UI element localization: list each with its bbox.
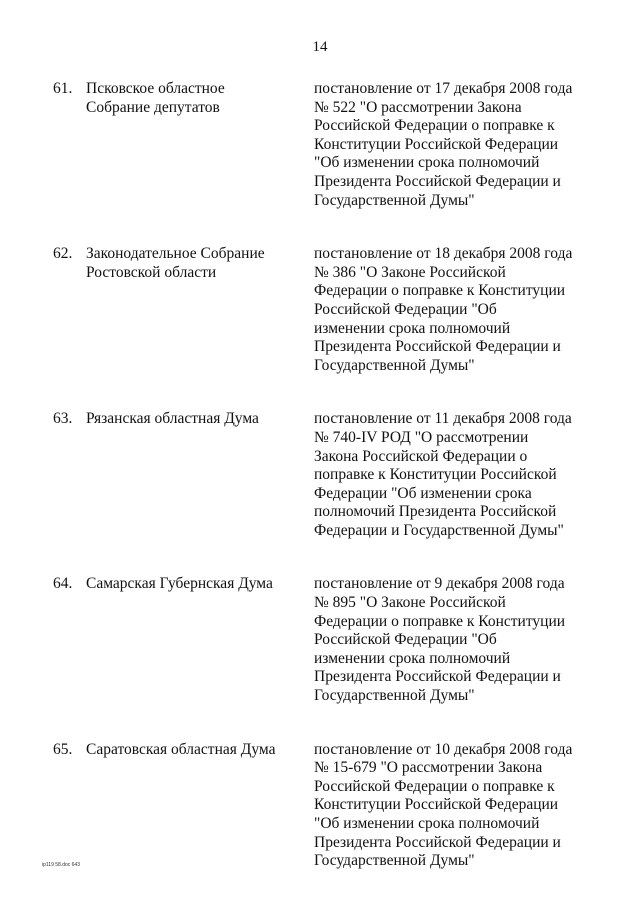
- organization-line: Рязанская областная Дума: [86, 410, 259, 428]
- decree-line: постановление от 11 декабря 2008 года: [314, 410, 572, 428]
- organization-name: [86, 741, 314, 760]
- entry-number: 61.: [53, 80, 73, 97]
- decree-line: изменении срока полномочий: [314, 319, 511, 337]
- decree-line: Президента Российской Федерации и: [314, 338, 561, 356]
- organization-name: [86, 80, 314, 117]
- entry-number: 62.: [53, 245, 73, 263]
- decree-line: Федерации о поправке к Конституции: [314, 612, 566, 630]
- decree-line: поправке к Конституции Российской: [314, 466, 557, 484]
- decree-text: [314, 741, 576, 871]
- entries-list: [53, 80, 613, 871]
- organization-line: Псковское областное: [86, 80, 225, 97]
- decree-line: Российской Федерации о поправке к: [314, 777, 555, 795]
- decree-line: постановление от 10 декабря 2008 года: [314, 740, 573, 758]
- decree-line: "Об изменении срока полномочий: [314, 815, 540, 832]
- decree-line: постановление от 9 декабря 2008 года: [314, 575, 565, 593]
- decree-line: Российской Федерации "Об: [314, 631, 497, 649]
- decree-line: Президента Российской Федерации и: [314, 172, 561, 190]
- decree-line: № 522 "О рассмотрении Закона: [314, 98, 522, 116]
- decree-line: Федерации "Об изменении срока: [314, 484, 532, 502]
- organization-line: Законодательное Собрание: [86, 245, 265, 263]
- document-footer-code: ip119 58.doc 643: [42, 862, 80, 868]
- organization-line: Ростовской области: [86, 263, 217, 281]
- organization-name: [86, 575, 314, 594]
- decree-text: [314, 245, 576, 375]
- decree-line: № 895 "О Законе Российской: [314, 594, 506, 612]
- decree-line: изменении срока полномочий: [314, 649, 511, 667]
- entry-number: 64.: [53, 575, 73, 593]
- decree-line: Конституции Российской Федерации: [314, 796, 559, 814]
- list-item: [53, 80, 613, 210]
- decree-line: Государственной Думы": [314, 191, 475, 209]
- list-item: [53, 245, 613, 375]
- decree-line: "Об изменении срока полномочий: [314, 154, 540, 172]
- decree-line: постановление от 17 декабря 2008 года: [314, 80, 573, 97]
- entry-number: 65.: [53, 740, 73, 758]
- organization-line: Самарская Губернская Дума: [86, 575, 273, 593]
- decree-line: Президента Российской Федерации и: [314, 833, 561, 851]
- organization-name: [86, 410, 314, 429]
- decree-line: постановление от 18 декабря 2008 года: [314, 245, 573, 263]
- list-item: [53, 410, 613, 540]
- list-item: [53, 741, 613, 871]
- decree-line: Федерации о поправке к Конституции: [314, 282, 566, 300]
- organization-line: Саратовская областная Дума: [86, 740, 276, 758]
- decree-line: № 386 "О Законе Российской: [314, 263, 506, 281]
- decree-line: Федерации и Государственной Думы": [314, 521, 564, 539]
- list-item: [53, 575, 613, 705]
- decree-line: Государственной Думы": [314, 852, 475, 870]
- decree-line: Российской Федерации "Об: [314, 300, 497, 318]
- decree-line: Президента Российской Федерации и: [314, 668, 561, 686]
- decree-line: Конституции Российской Федерации: [314, 135, 559, 153]
- decree-line: Государственной Думы": [314, 687, 475, 705]
- decree-line: Государственной Думы": [314, 356, 475, 374]
- decree-line: № 740-IV РОД "О рассмотрении: [314, 428, 529, 446]
- entry-number: 63.: [53, 410, 73, 428]
- page-number: 14: [312, 39, 328, 55]
- decree-line: Российской Федерации о поправке к: [314, 117, 555, 135]
- organization-name: [86, 245, 314, 282]
- decree-line: полномочий Президента Российской: [314, 503, 557, 521]
- decree-line: № 15-679 "О рассмотрении Закона: [314, 759, 543, 777]
- decree-text: [314, 80, 576, 210]
- decree-text: [314, 410, 576, 540]
- organization-line: Собрание депутатов: [86, 98, 220, 116]
- decree-line: Закона Российской Федерации о: [314, 447, 528, 465]
- decree-text: [314, 575, 576, 705]
